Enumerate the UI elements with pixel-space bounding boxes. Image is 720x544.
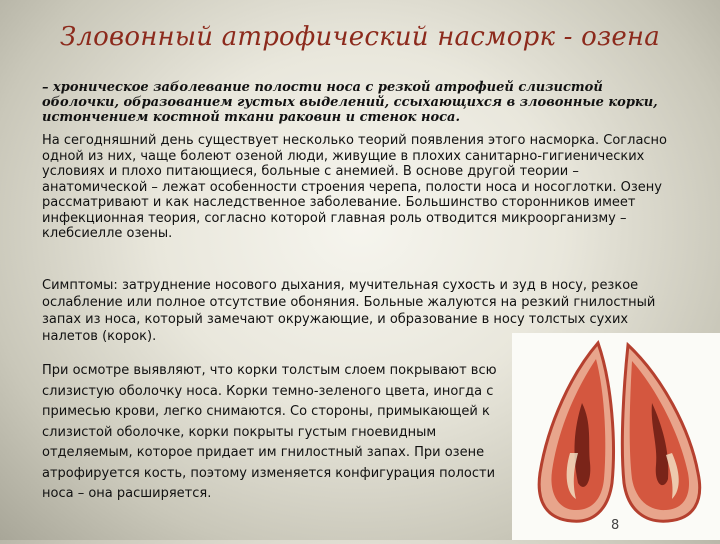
nasal-cavity-drawing: [512, 333, 720, 540]
nasal-cavity-illustration: [512, 333, 720, 540]
examination-paragraph: При осмотре выявляют, что корки толстым слоем покрывают всю слизистую оболочку носа. Корки темно-зеленого цвета, иногда с примесью крови, легко снимаются. Со стороны, примыкающей к слизистой оболочке, корки покрыты густым гноевидным отделяемым, которое придает им гнилостный запах. При озене атрофируется кость, поэтому изменяется конфигурация полости носа – она расширяется.: [42, 363, 497, 501]
page-number: 8: [611, 518, 620, 533]
symptoms-paragraph: Симптомы: затруднение носового дыхания, мучительная сухость и зуд в носу, резкое ослабление или полное отсутствие обоняния. Больные жалуются на резкий гнилостный запах из носа, который замечают окружающие, и образование в носу толстых сухих налетов (корок).: [42, 278, 656, 344]
definition-text: – хроническое заболевание полости носа с резкой атрофией слизистой оболочки, образованием густых выделений, ссыхающихся в зловонные корки, истончением костной ткани раковин и стенок носа.: [42, 80, 658, 125]
theories-paragraph: На сегодняшний день существует несколько теорий появления этого насморка. Согласно одной из них, чаще болеют озеной люди, живущие в плохих санитарно-гигиенических условиях и плохо питающиеся, больные с анемией. В основе другой теории – анатомической – лежат особенности строения черепа, полости носа и носоглотки. Озену рассматривают и как наследственное заболевание. Большинство сторонников имеет инфекционная теория, согласно которой главная роль отводится микроорганизму – клебсиелле озены.: [42, 133, 668, 241]
slide-title: Зловонный атрофический насморк - озена: [60, 22, 660, 52]
